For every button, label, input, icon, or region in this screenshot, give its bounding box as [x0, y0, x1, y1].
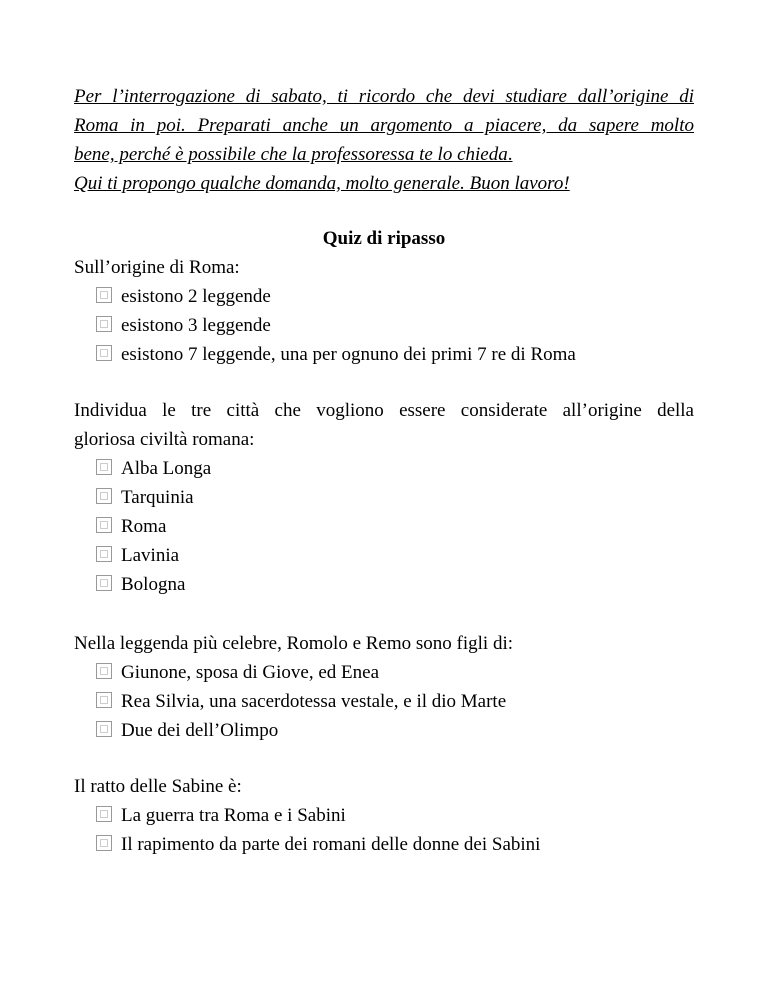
- option-label: esistono 7 leggende, una per ognuno dei primi 7 re di Roma: [121, 344, 576, 365]
- checkbox-icon[interactable]: [96, 517, 112, 533]
- checkbox-icon[interactable]: [96, 835, 112, 851]
- option-label: Rea Silvia, una sacerdotessa vestale, e il dio Marte: [121, 691, 507, 712]
- quiz-title: Quiz di ripasso: [322, 228, 446, 249]
- checkbox-icon[interactable]: [96, 721, 112, 737]
- intro-line-period: .: [507, 144, 513, 165]
- intro-line-text: bene, perché è possibile che la professoressa te lo chieda: [74, 144, 508, 165]
- answer-option[interactable]: [74, 340, 694, 369]
- option-label: La guerra tra Roma e i Sabini: [121, 805, 346, 826]
- answer-option[interactable]: [74, 541, 694, 570]
- intro-line: Qui ti propongo qualche domanda, molto generale. Buon lavoro!: [74, 173, 570, 194]
- option-label: Alba Longa: [121, 458, 212, 479]
- quiz-question: [74, 396, 694, 599]
- quiz-question: [74, 629, 694, 745]
- checkbox-icon[interactable]: [96, 459, 112, 475]
- quiz-question: [74, 253, 694, 369]
- option-label: Tarquinia: [121, 487, 194, 508]
- question-text: gloriosa civiltà romana:: [74, 429, 255, 450]
- option-label: Due dei dell’Olimpo: [121, 720, 279, 741]
- checkbox-icon[interactable]: [96, 488, 112, 504]
- question-text: Sull’origine di Roma:: [74, 257, 240, 278]
- option-label: Roma: [121, 516, 167, 537]
- answer-option[interactable]: [74, 570, 694, 599]
- answer-option[interactable]: [74, 483, 694, 512]
- answer-option[interactable]: [74, 658, 694, 687]
- question-text: Nella leggenda più celebre, Romolo e Remo sono figli di:: [74, 633, 514, 654]
- answer-option[interactable]: [74, 716, 694, 745]
- checkbox-icon[interactable]: [96, 345, 112, 361]
- intro-line: Roma in poi. Preparati anche un argomento a piacere, da sapere molto: [74, 115, 694, 136]
- answer-option[interactable]: [74, 311, 694, 340]
- answer-option[interactable]: [74, 830, 694, 859]
- option-label: esistono 3 leggende: [121, 315, 271, 336]
- checkbox-icon[interactable]: [96, 663, 112, 679]
- answer-option[interactable]: [74, 282, 694, 311]
- checkbox-icon[interactable]: [96, 287, 112, 303]
- option-label: Lavinia: [121, 545, 180, 566]
- question-text: Il ratto delle Sabine è:: [74, 776, 242, 797]
- answer-option[interactable]: [74, 801, 694, 830]
- checkbox-icon[interactable]: [96, 316, 112, 332]
- intro-paragraph: [74, 82, 694, 198]
- option-label: Giunone, sposa di Giove, ed Enea: [121, 662, 380, 683]
- option-label: esistono 2 leggende: [121, 286, 271, 307]
- option-label: Il rapimento da parte dei romani delle donne dei Sabini: [121, 834, 541, 855]
- checkbox-icon[interactable]: [96, 692, 112, 708]
- question-text: Individua le tre città che vogliono essere considerate all’origine della: [74, 400, 694, 421]
- intro-line: Per l’interrogazione di sabato, ti ricordo che devi studiare dall’origine di: [74, 86, 694, 107]
- intro-line: [74, 140, 694, 169]
- answer-option[interactable]: [74, 512, 694, 541]
- checkbox-icon[interactable]: [96, 806, 112, 822]
- quiz-question: [74, 772, 694, 859]
- checkbox-icon[interactable]: [96, 546, 112, 562]
- answer-option[interactable]: [74, 454, 694, 483]
- option-label: Bologna: [121, 574, 186, 595]
- checkbox-icon[interactable]: [96, 575, 112, 591]
- answer-option[interactable]: [74, 687, 694, 716]
